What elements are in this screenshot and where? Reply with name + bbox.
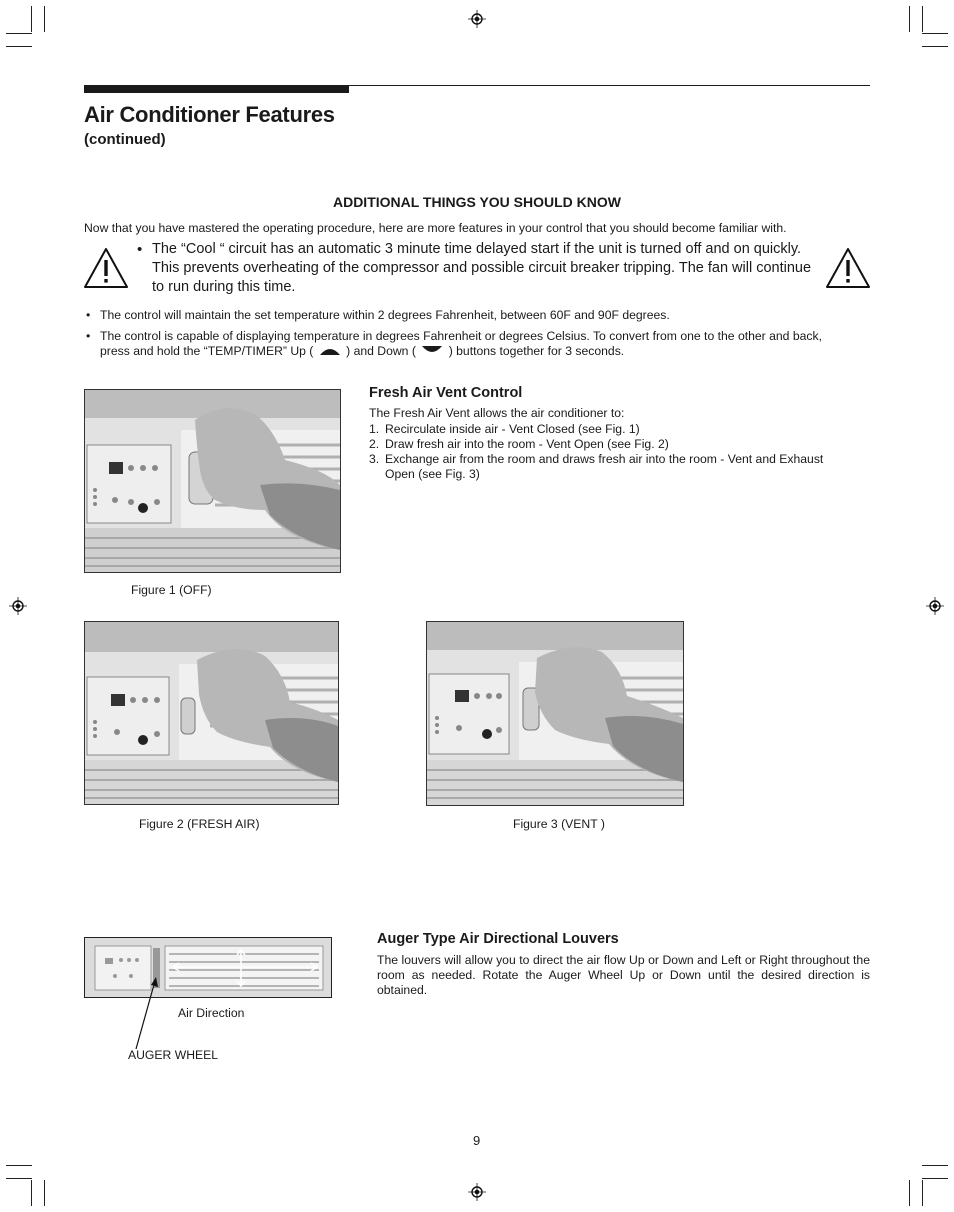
louvers-photo xyxy=(84,937,332,998)
air-direction-label: Air Direction xyxy=(178,1006,245,1020)
bullet-marker: • xyxy=(86,329,91,343)
fresh-air-intro: The Fresh Air Vent allows the air conditioner to: xyxy=(369,406,625,420)
section-heading: ADDITIONAL THINGS YOU SHOULD KNOW xyxy=(332,194,622,210)
bullet2-mid: ) and Down ( xyxy=(346,344,416,358)
list-item xyxy=(369,452,874,467)
figure-2-photo xyxy=(84,621,339,805)
list-num: 2. xyxy=(369,437,380,451)
bullet-marker: • xyxy=(86,308,91,322)
bullet-fahrenheit-celsius xyxy=(100,329,875,359)
registration-mark-icon xyxy=(468,10,486,28)
list-text: Recirculate inside air - Vent Closed (see Fig. 1) xyxy=(385,422,640,436)
list-text: Exchange air from the room and draws fresh air into the room - Vent and Exhaust xyxy=(385,452,824,466)
auger-wheel-label: AUGER WHEEL xyxy=(128,1048,219,1062)
bullet2-post: ) buttons together for 3 seconds. xyxy=(448,344,625,358)
down-arrow-icon xyxy=(421,345,443,356)
warning-triangle-icon xyxy=(83,247,129,289)
list-item-cont: Open (see Fig. 3) xyxy=(385,467,480,481)
bullet2-line2 xyxy=(100,344,875,359)
section-intro: Now that you have mastered the operating procedure, here are more features in your control that you should become familiar with. xyxy=(84,221,787,235)
figure-3-caption: Figure 3 (VENT ) xyxy=(513,817,605,831)
figure-2-caption: Figure 2 (FRESH AIR) xyxy=(139,817,260,831)
list-item xyxy=(369,437,874,452)
auger-wheel-pointer xyxy=(134,975,160,1051)
fresh-air-list xyxy=(369,422,874,482)
page-title: Air Conditioner Features xyxy=(84,102,335,127)
figure-3-photo xyxy=(426,621,684,806)
bullet2-line1: The control is capable of displaying temperature in degrees Fahrenheit or degrees Celsius. To convert from one to the other and back, xyxy=(100,329,822,343)
page-number: 9 xyxy=(473,1133,481,1148)
list-text: Draw fresh air into the room - Vent Open (see Fig. 2) xyxy=(385,437,669,451)
warning-bullet: • xyxy=(137,241,143,258)
registration-mark-icon xyxy=(468,1183,486,1201)
fresh-air-heading: Fresh Air Vent Control xyxy=(369,385,523,401)
page-subtitle: (continued) xyxy=(84,131,166,148)
list-num: 3. xyxy=(369,452,380,466)
figure-1-photo xyxy=(84,389,341,573)
list-num: 1. xyxy=(369,422,380,436)
louvers-text: The louvers will allow you to direct the air flow Up or Down and Left or Right throughout the room as needed. Rotate the Auger Wheel Up or Down until the desired direction is obtained. xyxy=(377,953,870,997)
registration-mark-icon xyxy=(9,597,27,615)
up-arrow-icon xyxy=(319,345,341,356)
registration-mark-icon xyxy=(926,597,944,615)
louvers-heading: Auger Type Air Directional Louvers xyxy=(377,931,619,947)
warning-triangle-icon xyxy=(825,247,871,289)
figure-1-caption: Figure 1 (OFF) xyxy=(131,583,212,597)
list-item xyxy=(369,422,874,437)
warning-text: The “Cool “ circuit has an automatic 3 minute time delayed start if the unit is turned off and on quickly. This prevents overheating of the compressor and possible circuit breaker tripping. The fan will continue to run during this time. xyxy=(152,241,812,295)
bullet2-pre: press and hold the “TEMP/TIMER” Up ( xyxy=(100,344,314,358)
bullet-temperature-range: The control will maintain the set temperature within 2 degrees Fahrenheit, between 60F and 90F degrees. xyxy=(100,308,670,322)
